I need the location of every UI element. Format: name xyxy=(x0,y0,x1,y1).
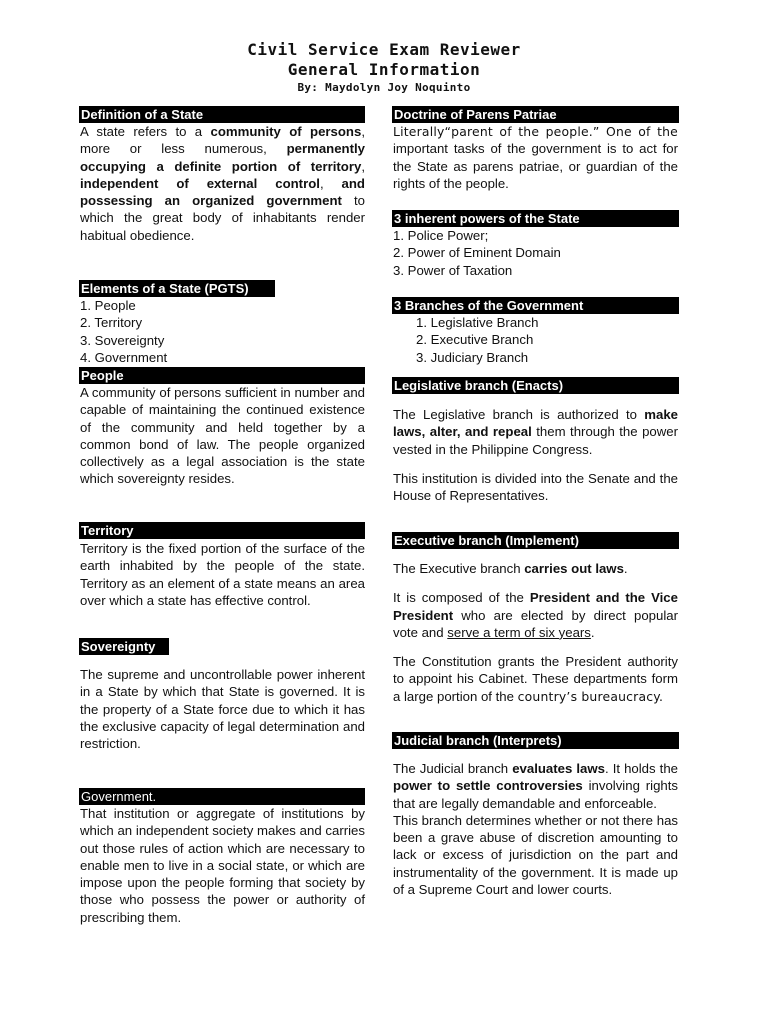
parens-patriae-text: Literally“parent of the people.” One of the important tasks of the government is to act for the State as parens patriae, or guardian of the rights of the people. xyxy=(393,124,678,191)
heading-people: People xyxy=(79,367,365,384)
legislative-text: The Legislative branch is authorized to make laws, alter, and repeal them through the power vested in the Philippine Congress. This institution is divided into the Senate and the House of Representatives. xyxy=(393,407,678,504)
list-item: 1. Legislative Branch xyxy=(416,315,539,330)
branches-list xyxy=(416,314,538,366)
heading-legislative-branch: Legislative branch (Enacts) xyxy=(392,377,679,394)
executive-text: The Executive branch carries out laws. It is composed of the President and the Vice President who are elected by direct popular vote and serve a term of six years. The Constitution grants the President authority to appoint his Cabinet. These departments form a large portion of the country’s bureaucracy. xyxy=(393,561,678,704)
judicial-text: The Judicial branch evaluates laws. It holds the power to settle controversies involving rights that are legally demandable and enforceable. This branch determines whether or not there has been a grave abuse of discretion amounting to lack or excess of jurisdiction on the part and instrumentality of the government. It is made up of a Supreme Court and lower courts. xyxy=(393,761,678,898)
people-text: A community of persons sufficient in number and capable of maintaining the continued existence of the community and held together by a common bond of law. The people organized collectively as a legal association is the state which sovereignty resides. xyxy=(80,385,365,487)
inherent-powers-list xyxy=(393,227,561,279)
list-item: 4. Government xyxy=(80,349,168,365)
heading-branches-of-government: 3 Branches of the Government xyxy=(392,297,679,314)
heading-elements-of-state: Elements of a State (PGTS) xyxy=(79,280,275,297)
heading-executive-branch: Executive branch (Implement) xyxy=(392,532,679,549)
heading-territory: Territory xyxy=(79,522,365,539)
heading-inherent-powers: 3 inherent powers of the State xyxy=(392,210,679,227)
territory-text: Territory is the fixed portion of the surface of the earth inhabited by the people of the state. Territory as an element of a state means an area over which a state has effective control. xyxy=(80,541,365,608)
list-item: 1. Police Power; xyxy=(393,228,489,243)
list-item: 3. Power of Taxation xyxy=(393,262,513,278)
sovereignty-text: The supreme and uncontrollable power inherent in a State by which that State is governed. It is the property of a State force due to which it has the exclusive capacity of legal determination and restriction. xyxy=(80,667,365,752)
author-byline: By: Maydolyn Joy Noquinto xyxy=(297,81,471,94)
list-item: 2. Territory xyxy=(80,315,143,331)
list-item: 1. People xyxy=(80,298,136,313)
definition-text: A state refers to a community of persons, more or less numerous, permanently occupying a definite portion of territory, independent of external control, and possessing an organized government to which the great body of inhabitants render habitual obedience. xyxy=(80,124,365,243)
heading-sovereignty: Sovereignty xyxy=(79,638,169,655)
document-header xyxy=(0,40,768,96)
list-item: 2. Executive Branch xyxy=(416,332,534,348)
heading-judicial-branch: Judicial branch (Interprets) xyxy=(392,732,679,749)
government-text: That institution or aggregate of institutions by which an independent society makes and carries out those rules of action which are necessary to enable men to live in a social state, or which are impose upon the people forming that society by those who possess the power or authority of prescribing them. xyxy=(80,806,365,925)
list-item: 3. Judiciary Branch xyxy=(416,349,529,365)
document-title: Civil Service Exam Reviewer xyxy=(247,40,521,59)
document-subtitle: General Information xyxy=(287,60,481,79)
list-item: 3. Sovereignty xyxy=(80,332,165,348)
heading-parens-patriae: Doctrine of Parens Patriae xyxy=(392,106,679,123)
heading-government: Government. xyxy=(79,788,365,805)
elements-list xyxy=(80,297,167,366)
heading-definition-of-state: Definition of a State xyxy=(79,106,365,123)
list-item: 2. Power of Eminent Domain xyxy=(393,245,561,261)
